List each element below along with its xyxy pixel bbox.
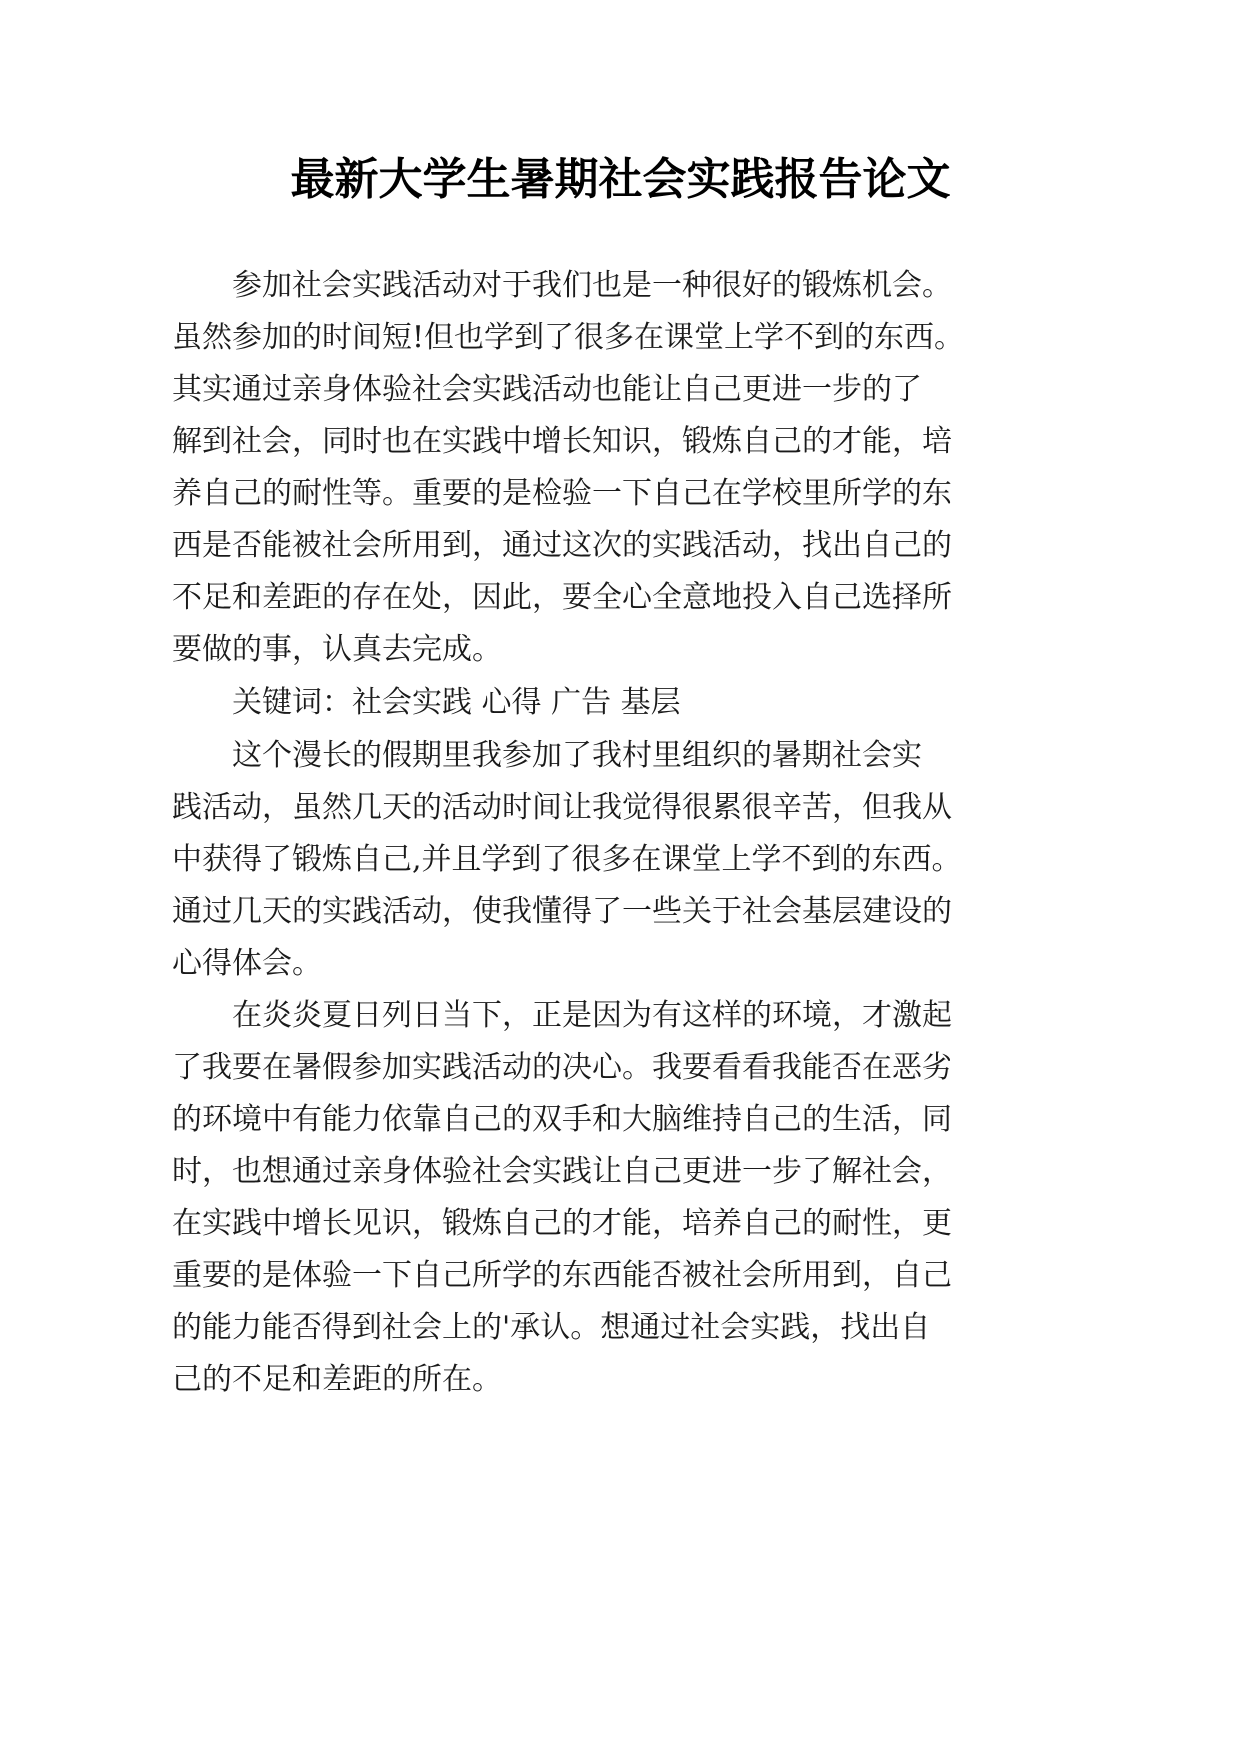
text-line: 西是否能被社会所用到，通过这次的实践活动，找出自己的 bbox=[172, 528, 952, 563]
text-line: 通过几天的实践活动，使我懂得了一些关于社会基层建设的 bbox=[172, 894, 952, 929]
text-line: 这个漫长的假期里我参加了我村里组织的暑期社会实 bbox=[232, 738, 922, 773]
text-line: 解到社会，同时也在实践中增长知识，锻炼自己的才能，培 bbox=[172, 424, 952, 459]
keywords-line: 关键词：社会实践 心得 广告 基层 bbox=[232, 685, 681, 720]
text-line: 己的不足和差距的所在。 bbox=[172, 1362, 502, 1397]
text-line: 其实通过亲身体验社会实践活动也能让自己更进一步的了 bbox=[172, 372, 922, 407]
text-line: 的环境中有能力依靠自己的双手和大脑维持自己的生活，同 bbox=[172, 1102, 952, 1137]
document-title: 最新大学生暑期社会实践报告论文 bbox=[290, 154, 951, 205]
text-line: 中获得了锻炼自己,并且学到了很多在课堂上学不到的东西。 bbox=[172, 842, 962, 877]
text-line: 时，也想通过亲身体验社会实践让自己更进一步了解社会， bbox=[172, 1154, 952, 1189]
text-line: 心得体会。 bbox=[172, 946, 322, 981]
text-line: 践活动，虽然几天的活动时间让我觉得很累很辛苦，但我从 bbox=[172, 790, 952, 825]
text-line: 在实践中增长见识，锻炼自己的才能，培养自己的耐性，更 bbox=[172, 1206, 952, 1241]
text-line: 要做的事，认真去完成。 bbox=[172, 632, 502, 667]
text-line: 的能力能否得到社会上的'承认。想通过社会实践，找出自 bbox=[172, 1310, 931, 1345]
text-line: 了我要在暑假参加实践活动的决心。我要看看我能否在恶劣 bbox=[172, 1050, 952, 1085]
text-line: 重要的是体验一下自己所学的东西能否被社会所用到，自己 bbox=[172, 1258, 952, 1293]
text-line: 养自己的耐性等。重要的是检验一下自己在学校里所学的东 bbox=[172, 476, 952, 511]
text-line: 参加社会实践活动对于我们也是一种很好的锻炼机会。 bbox=[232, 268, 952, 303]
text-line: 在炎炎夏日列日当下，正是因为有这样的环境，才激起 bbox=[232, 998, 952, 1033]
text-line: 虽然参加的时间短!但也学到了很多在课堂上学不到的东西。 bbox=[172, 320, 965, 355]
text-line: 不足和差距的存在处，因此，要全心全意地投入自己选择所 bbox=[172, 580, 952, 615]
